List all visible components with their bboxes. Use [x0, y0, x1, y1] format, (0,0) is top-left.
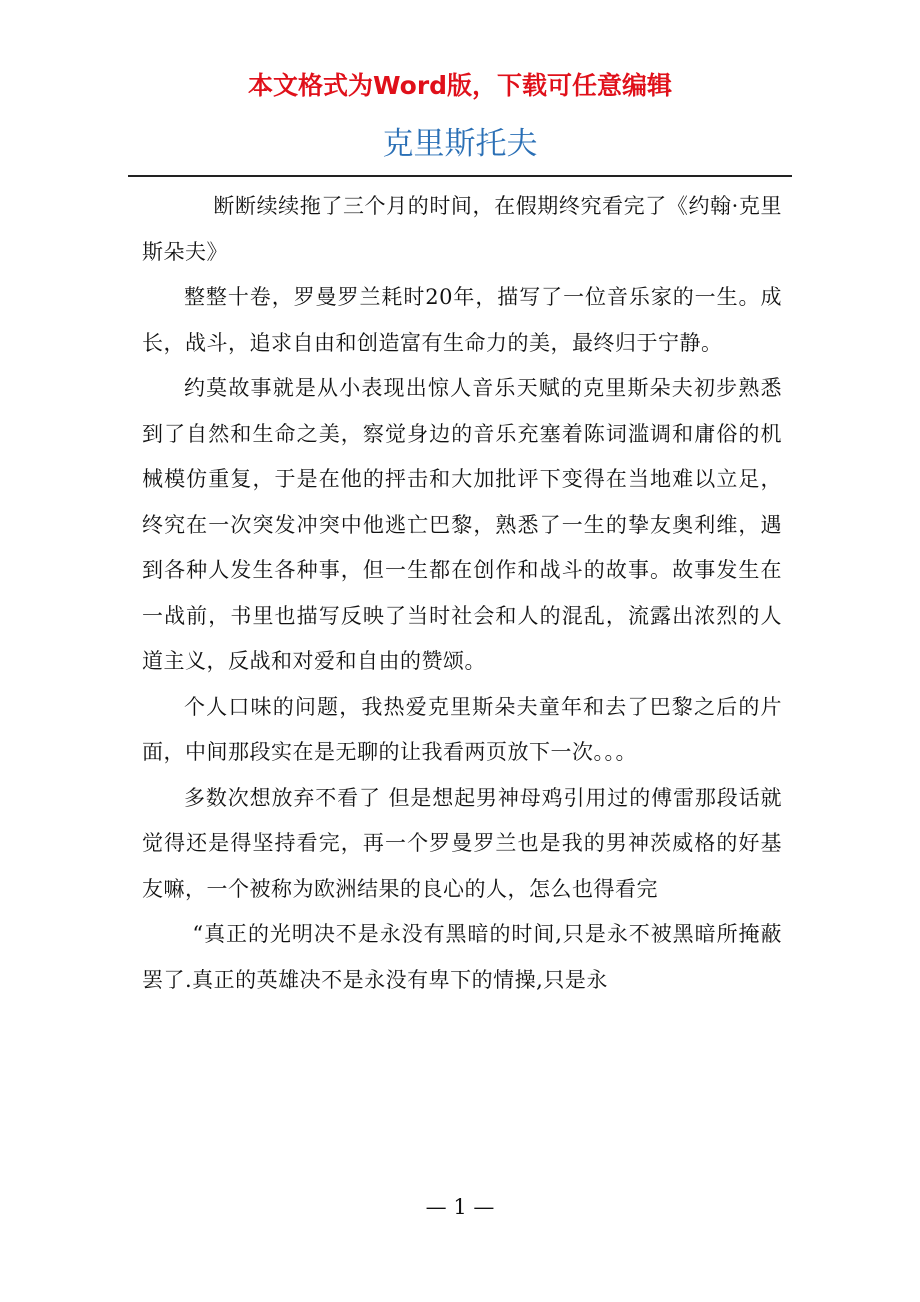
- document-title: 克里斯托夫: [382, 126, 538, 162]
- paragraph: 约莫故事就是从小表现出惊人音乐天赋的克里斯朵夫初步熟悉到了自然和生命之美，察觉身边的音乐充塞着陈词滥调和庸俗的机械模仿重复，于是在他的抨击和大加批评下变得在当地难以立足，终究在一次突发冲突中他逃亡巴黎，熟悉了一生的挚友奥利维，遇到各种人发生各种事，但一生都在创作和战斗的故事。故事发生在一战前，书里也描写反映了当时社会和人的混乱，流露出浓烈的人道主义，反战和对爱和自由的赞颂。: [142, 376, 782, 673]
- paragraph: 整整十卷，罗曼罗兰耗时20年，描写了一位音乐家的一生。成长，战斗，追求自由和创造富有生命力的美，最终归于宁静。: [142, 285, 782, 355]
- paragraph: 断断续续拖了三个月的时间，在假期终究看完了《约翰·克里斯朵夫》: [142, 194, 782, 264]
- paragraph: 多数次想放弃不看了 但是想起男神母鸡引用过的傅雷那段话就觉得还是得坚持看完，再一个罗曼罗兰也是我的男神茨威格的好基友嘛，一个被称为欧洲结果的良心的人，怎么也得看完: [142, 785, 782, 901]
- page-number: — 1 —: [425, 1195, 495, 1219]
- paragraph: 个人口味的问题，我热爱克里斯朵夫童年和去了巴黎之后的片面，中间那段实在是无聊的让我看两页放下一次。。。: [142, 694, 782, 764]
- title-divider: [128, 175, 792, 177]
- quote-paragraph: “真正的光明决不是永没有黑暗的时间,只是永不被黑暗所掩蔽罢了.真正的英雄决不是永没有卑下的情操,只是永: [142, 922, 782, 992]
- download-banner: 本文格式为Word版，下载可任意编辑: [247, 71, 673, 100]
- document-body: [142, 184, 782, 1003]
